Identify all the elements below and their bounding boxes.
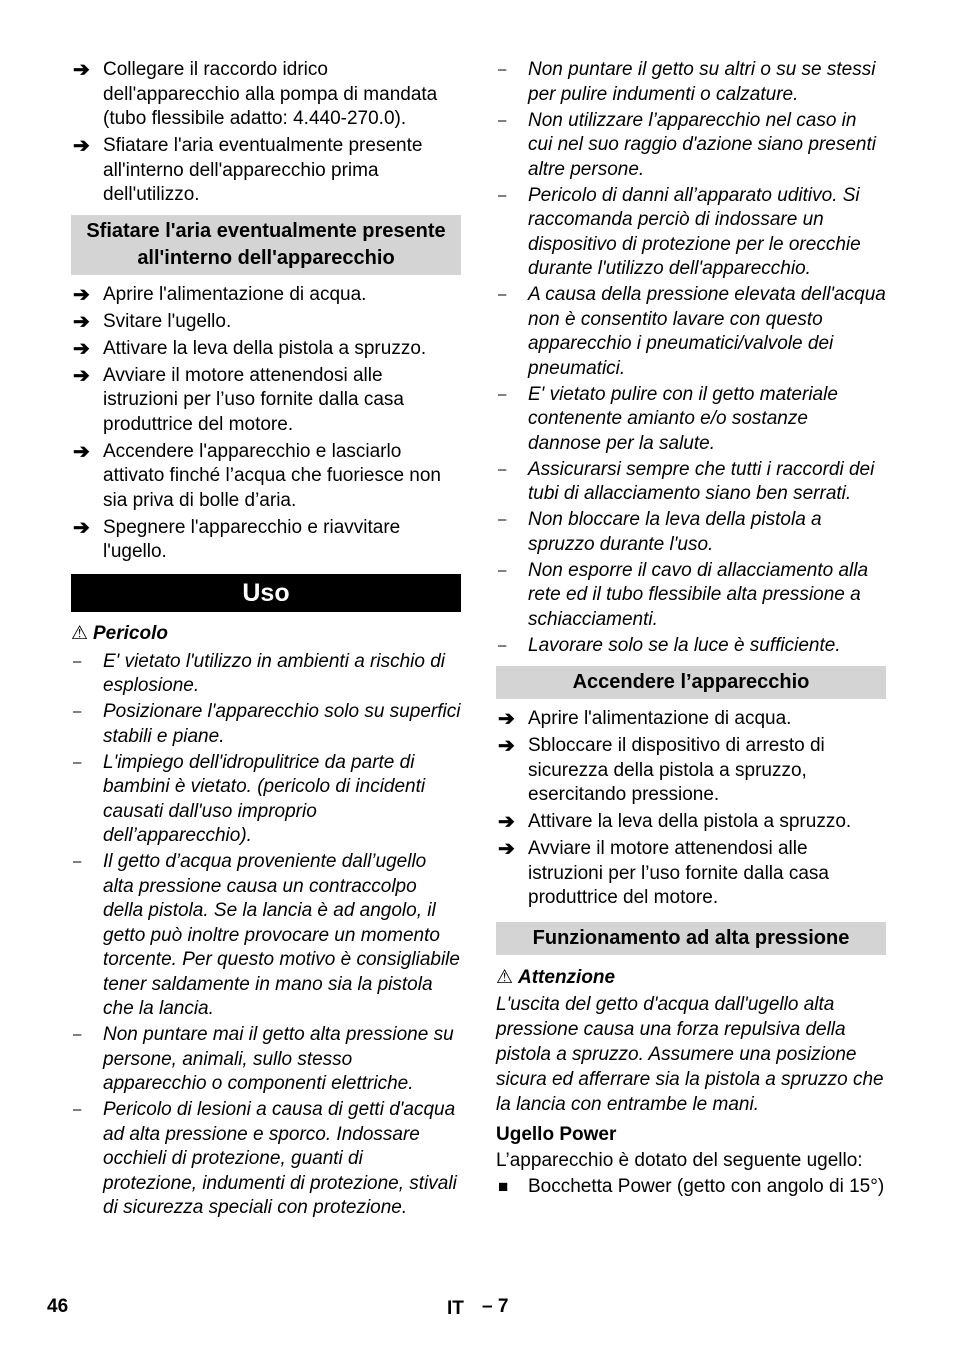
dash-bullet: –: [73, 703, 82, 720]
dash-bullet: –: [498, 385, 507, 403]
sub-page-number: – 7: [482, 1296, 509, 1317]
dash-bullet: –: [498, 186, 507, 204]
list-item: – Pericolo di danni all’apparato uditivo. Si raccomanda perciò di indossare un dispositivo di protezione per le orecchie durante l'utilizzo dell'apparecchio.: [498, 184, 861, 279]
step-item: ➔ Attivare la leva della pistola a spruzzo.: [498, 811, 852, 833]
dash-bullet: –: [73, 1026, 82, 1043]
dash-bullet: –: [498, 561, 507, 579]
page-number: 46: [47, 1296, 69, 1317]
step-item: ➔ Svitare l'ugello.: [73, 310, 232, 333]
arrow-right-icon: ➔: [498, 735, 515, 757]
language-code: IT: [447, 1298, 464, 1319]
attenzione-text: L'uscita del getto d'acqua dall'ugello alta pressione causa una forza repulsiva della pistola a spruzzo. Assumere una posizione sicura ed afferrare sia la pistola a spruzzo che la lancia con entrambe le mani.: [496, 993, 884, 1115]
arrow-right-icon: ➔: [73, 59, 90, 81]
step-item: ➔ Aprire l'alimentazione di acqua.: [498, 708, 792, 730]
list-item: – Non puntare il getto su altri o su se stessi per pulire indumenti o calzature.: [498, 59, 876, 105]
arrow-right-icon: ➔: [498, 838, 515, 860]
step-item: ➔ Attivare la leva della pistola a spruzzo.: [73, 337, 427, 360]
step-item: ➔ Sbloccare il dispositivo di arresto di sicurezza della pistola a spruzzo, esercitando pressione.: [498, 735, 825, 805]
step-item: ➔ Aprire l'alimentazione di acqua.: [73, 283, 367, 306]
arrow-right-icon: ➔: [73, 337, 90, 360]
step-item: ➔ Accendere l'apparecchio e lasciarlo attivato finché l’acqua che fuoriesce non sia priva di bolle d’aria.: [73, 440, 441, 511]
steps-accendere: [496, 707, 886, 911]
step-item: ➔ Avviare il motore attenendosi alle istruzioni per l’uso fornite dalla casa produttrice del motore.: [498, 838, 829, 908]
list-item: – L'impiego dell'idropulitrice da parte di bambini è vietato. (pericolo di incidenti causati dall'uso improprio dell’apparecchio).: [73, 751, 426, 846]
list-item: – Il getto d’acqua proveniente dall’ugello alta pressione causa un contraccolpo della pistola. Se la lancia è ad angolo, il getto può inoltre provocare un momento torcente. Per questo motivo è consigliabile tener saldamente in mano sia la pistola che la lancia.: [73, 851, 460, 1019]
dash-bullet: –: [73, 652, 82, 670]
list-item: – A causa della pressione elevata dell'acqua non è consentito lavare con questo apparecchio i pneumatici/valvole dei pneumatici.: [498, 284, 886, 379]
dash-bullet: –: [498, 636, 507, 654]
list-item: – Lavorare solo se la luce è sufficiente.: [496, 634, 886, 659]
list-item: – Non bloccare la leva della pistola a spruzzo durante l'uso.: [498, 509, 822, 555]
ugello-heading: Ugello Power: [496, 1123, 617, 1145]
steps-sfiatare: [71, 283, 461, 565]
dash-bullet: –: [498, 111, 507, 129]
attenzione-label: Attenzione: [518, 966, 616, 988]
warning-triangle-icon: ⚠: [496, 966, 514, 988]
list-item: – Assicurarsi sempre che tutti i raccordi dei tubi di allacciamento siano ben serrati.: [498, 458, 875, 504]
steps-connect: [71, 58, 461, 208]
arrow-right-icon: ➔: [498, 708, 515, 730]
pericolo-list-continued: [496, 58, 886, 658]
arrow-right-icon: ➔: [73, 283, 90, 306]
section-heading-accendere: Accendere l’apparecchio: [496, 666, 886, 699]
section-heading-uso: Uso: [71, 574, 461, 612]
list-item: – Non puntare mai il getto alta pressione su persone, animali, sullo stesso apparecchio o componenti elettriche.: [73, 1024, 454, 1094]
list-item: – E' vietato l'utilizzo in ambienti a rischio di esplosione.: [73, 650, 446, 696]
right-column: [496, 58, 886, 1199]
dash-bullet: –: [498, 286, 507, 303]
list-item: – E' vietato pulire con il getto materiale contenente amianto e/o sostanze dannose per la salute.: [498, 383, 838, 454]
list-item: – Posizionare l'apparecchio solo su superfici stabili e piane.: [73, 701, 461, 747]
arrow-right-icon: ➔: [73, 440, 90, 463]
step-item: ➔ Sfiatare l'aria eventualmente presente all'interno dell'apparecchio prima dell'utilizzo.: [73, 135, 423, 205]
section-heading-alta-pressione: Funzionamento ad alta pressione: [496, 922, 886, 955]
list-item: ■ Bocchetta Power (getto con angolo di 15°): [496, 1175, 886, 1200]
list-item: – Pericolo di lesioni a causa di getti d'acqua ad alta pressione e sporco. Indossare occhieli di protezione, guanti di protezione, indumenti di protezione, stivali di sicurezza speciali con protezione.: [73, 1099, 457, 1218]
section-heading-sfiatare: Sfiatare l'aria eventualmente presente all'interno dell'apparecchio: [71, 215, 461, 275]
left-column: [71, 58, 461, 1221]
list-item: – Non esporre il cavo di allacciamento alla rete ed il tubo flessibile alta pressione a schiacciamenti.: [498, 559, 869, 630]
pericolo-list: [71, 650, 461, 1221]
step-item: ➔ Spegnere l'apparecchio e riavvitare l'ugello.: [73, 516, 401, 562]
dash-bullet: –: [498, 460, 507, 478]
arrow-right-icon: ➔: [73, 364, 90, 387]
dash-bullet: –: [498, 511, 507, 528]
dash-bullet: –: [498, 61, 507, 78]
dash-bullet: –: [73, 753, 82, 771]
ugello-text: L’apparecchio è dotato del seguente ugello:: [496, 1149, 863, 1171]
arrow-right-icon: ➔: [498, 811, 515, 833]
step-item: ➔ Avviare il motore attenendosi alle istruzioni per l’uso fornite dalla casa produttrice del motore.: [73, 364, 404, 435]
arrow-right-icon: ➔: [73, 135, 90, 157]
pericolo-notice: [71, 622, 461, 646]
arrow-right-icon: ➔: [73, 310, 90, 333]
dash-bullet: –: [73, 853, 82, 870]
dash-bullet: –: [73, 1101, 82, 1118]
pericolo-label: Pericolo: [93, 622, 168, 644]
square-bullet-icon: ■: [498, 1176, 509, 1196]
arrow-right-icon: ➔: [73, 516, 90, 539]
warning-triangle-icon: ⚠: [71, 622, 89, 644]
attenzione-notice: [496, 966, 886, 990]
step-item: ➔ Collegare il raccordo idrico dell'apparecchio alla pompa di mandata (tubo flessibile adatto: 4.440-270.0).: [73, 59, 438, 129]
list-item: – Non utilizzare l’apparecchio nel caso in cui nel suo raggio d'azione siano presenti altre persone.: [498, 109, 876, 180]
